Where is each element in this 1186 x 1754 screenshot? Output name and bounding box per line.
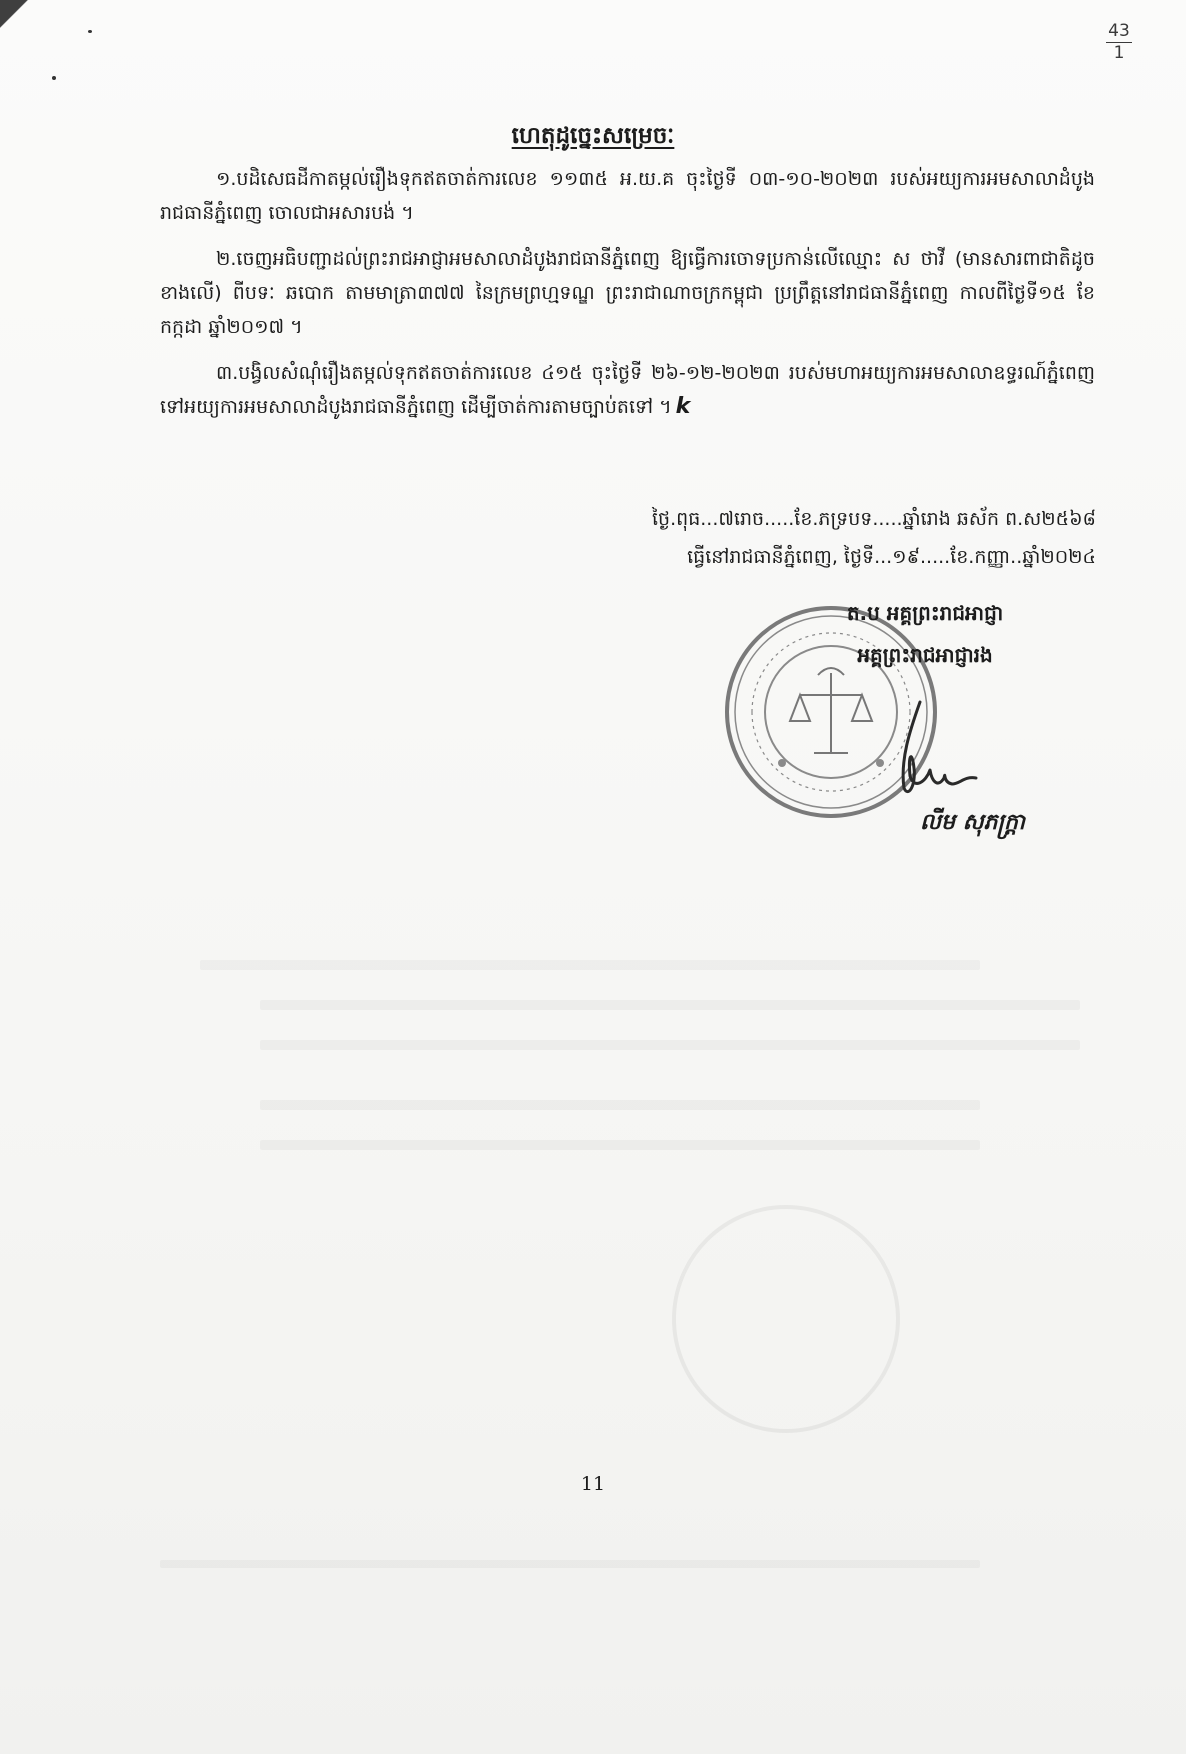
scan-speck <box>52 76 56 80</box>
place-date-line: ធ្វើនៅរាជធានីភ្នំពេញ, ថ្ងៃទី...១៩.....ខែ.កញ្ញា..ឆ្នាំ២០២៤ <box>687 546 1096 568</box>
page-marker <box>1106 22 1132 63</box>
handwritten-signature-icon <box>880 690 980 800</box>
signer-name: លីម សុភក្ត្រា <box>920 810 1025 835</box>
decision-item-1: ១.បដិសេធដីកាតម្កល់រឿងទុកឥតចាត់ការលេខ ១១៣៥ អ.យ.គ ចុះថ្ងៃទី ០៣-១០-២០២៣ របស់អយ្យការអមសាលាដំបូងរាជធានីភ្នំពេញ ចោលជាអសារបង់ ។ <box>160 168 1095 224</box>
bleed-through-seal <box>672 1205 900 1433</box>
signatory-title-block <box>760 592 1090 676</box>
page-marker-top: 43 <box>1108 21 1130 41</box>
scan-speck <box>88 30 92 33</box>
bleed-through-line <box>200 960 980 970</box>
page-number: 11 <box>580 1473 606 1495</box>
decision-body <box>160 162 1095 436</box>
page-marker-bottom: 1 <box>1113 43 1125 63</box>
scan-edge-shadow <box>0 0 60 90</box>
signatory-on-behalf: ត.ប អគ្គព្រះរាជអាជ្ញា <box>846 601 1004 625</box>
decision-item-3 <box>160 356 1095 424</box>
bleed-through-line <box>260 1000 1080 1010</box>
bleed-through-line <box>260 1040 1080 1050</box>
lunar-date-line: ថ្ងៃ.ពុធ...៧រោច.....ខែ.ភទ្របទ.....ឆ្នាំរោង ឆស័ក ព.ស២៥៦៨ <box>652 508 1096 530</box>
handwritten-mark: k <box>675 394 691 419</box>
decision-heading: ហេតុដូច្នេះសម្រេចៈ <box>511 123 675 149</box>
decision-item-2: ២.ចេញអធិបញ្ជាដល់ព្រះរាជអាជ្ញាអមសាលាដំបូងរាជធានីភ្នំពេញ ឱ្យធ្វើការចោទប្រកាន់លើឈ្មោះ ស ថាវី (មានសារពាជាតិដូចខាងលើ) ពីបទៈ ឆបោក តាមមាត្រា៣៧៧ នៃក្រមព្រហ្មទណ្ឌ ព្រះរាជាណាចក្រកម្ពុជា ប្រព្រឹត្តនៅរាជធានីភ្នំពេញ កាលពីថ្ងៃទី១៥ ខែកក្កដា ឆ្នាំ២០១៧ ។ <box>160 248 1095 338</box>
signatory-title: អគ្គព្រះរាជអាជ្ញារង <box>857 643 993 667</box>
bleed-through-line <box>260 1100 980 1110</box>
bleed-through-line <box>160 1560 980 1568</box>
date-block <box>476 500 1096 576</box>
decision-item-3-text: ៣.បង្វិលសំណុំរឿងតម្កល់ទុកឥតចាត់ការលេខ ៤១៥ ចុះថ្ងៃទី ២៦-១២-២០២៣ របស់មហាអយ្យការអមសាលាឧទ្ធរណ៍ភ្នំពេញ ទៅអយ្យការអមសាលាដំបូងរាជធានីភ្នំពេញ ដើម្បីចាត់ការតាមច្បាប់តទៅ ។ <box>160 362 1095 418</box>
bleed-through-line <box>260 1140 980 1150</box>
